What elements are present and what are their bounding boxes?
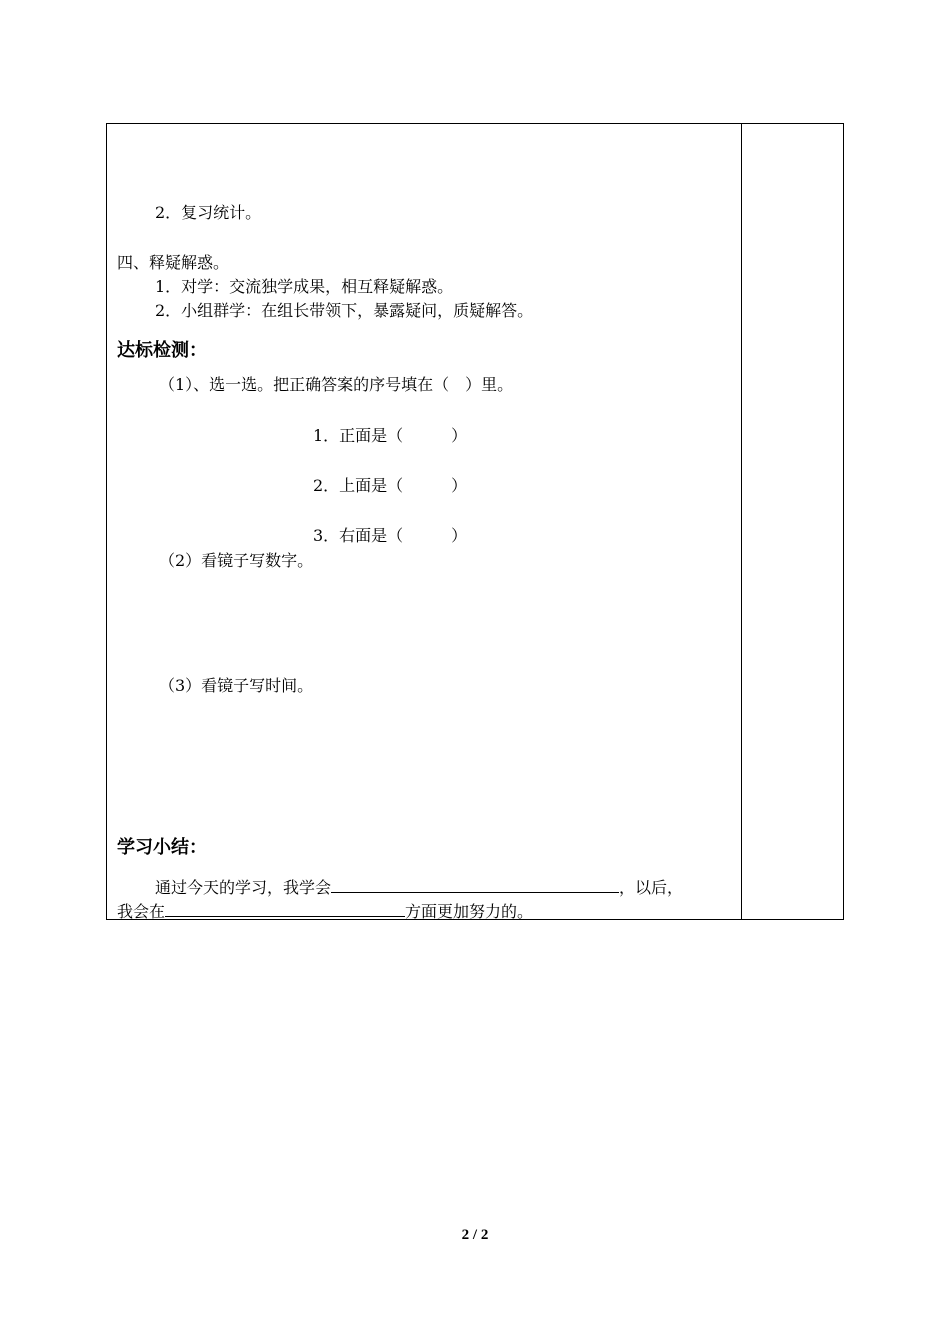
column-divider [741, 124, 742, 919]
question-1-item-3: 3．右面是（ ） [313, 526, 468, 545]
summary-line-2-start: 我会在 [117, 902, 166, 921]
page-number: 2 / 2 [461, 1227, 489, 1243]
section-four-item-2: 2．小组群学：在组长带领下，暴露疑问，质疑解答。 [155, 301, 534, 320]
section-four-item-1: 1．对学：交流独学成果，相互释疑解惑。 [155, 277, 454, 296]
section-four-title: 四、释疑解惑。 [117, 253, 230, 272]
blank-learned[interactable] [331, 876, 619, 893]
question-2: （2）看镜子写数字。 [159, 551, 314, 570]
question-1-item-2: 2．上面是（ ） [313, 476, 468, 495]
summary-line-2 [117, 900, 533, 922]
summary-heading: 学习小结： [117, 837, 207, 858]
summary-line-1 [155, 876, 683, 898]
question-3: （3）看镜子写时间。 [159, 676, 314, 695]
summary-line-1-start: 通过今天的学习，我学会 [155, 878, 332, 897]
blank-improve[interactable] [165, 900, 405, 917]
worksheet-table [106, 123, 844, 920]
question-1: （1）、选一选。把正确答案的序号填在（ ）里。 [159, 375, 514, 394]
question-1-item-1: 1．正面是（ ） [313, 426, 468, 445]
summary-line-1-end: ，以后， [619, 878, 684, 897]
summary-line-2-end: 方面更加努力的。 [405, 902, 534, 921]
review-stats: 2．复习统计。 [155, 203, 262, 222]
test-heading: 达标检测： [117, 340, 207, 361]
